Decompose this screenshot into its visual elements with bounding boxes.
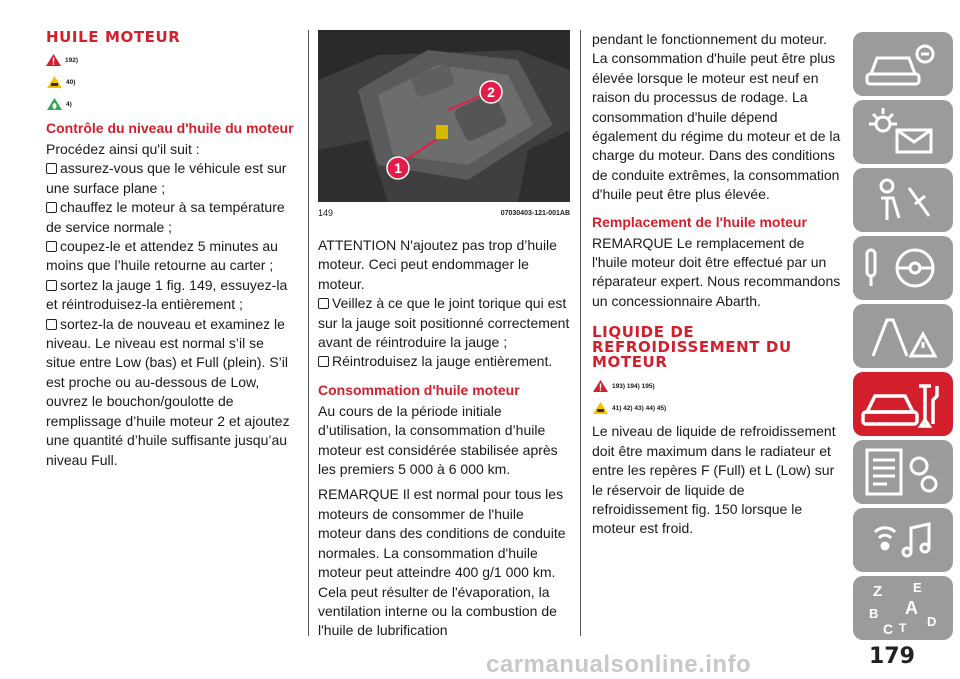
continued-paragraph: pendant le fonctionnement du moteur. La consommation d'huile peut être plus élevée lorsque le moteur est neuf en raison du processus de rodage. La consommation d'huile dépend également du régime du moteur et de la charge du moteur. Dans des conditions de conduite extrêmes, la consommation d'huile peut être plus élevée. [592, 31, 841, 203]
svg-text:A: A [905, 598, 918, 618]
subtitle-remplacement: Remplacement de l'huile moteur [592, 213, 807, 230]
warning-triangle-icon [592, 379, 609, 393]
step-item: sortez la jauge 1 fig. 149, essuyez-la et réintroduisez-la entièrement ; [46, 276, 288, 313]
road-emergency-icon [853, 304, 953, 368]
caution-triangle-icon [592, 401, 609, 415]
step-item: assurez-vous que le véhicule est sur une surface plane ; [46, 160, 287, 196]
tab-seatbelt-airbag[interactable] [853, 168, 953, 232]
column-divider [580, 30, 581, 636]
svg-text:C: C [883, 621, 894, 637]
checkbox-bullet-icon [46, 202, 57, 213]
step-item: coupez-le et attendez 5 minutes au moins que l’huile retourne au carter ; [46, 238, 278, 274]
callout-2: 2 [487, 84, 495, 100]
checkbox-bullet-icon [318, 356, 329, 367]
engine-bay-figure [318, 30, 570, 202]
figure-number: 149 [318, 208, 334, 218]
svg-text:T: T [899, 621, 907, 635]
step-item: Veillez à ce que le joint torique qui est sur la jauge soit positionné correctement avant de réintroduire la jauge ; [318, 295, 570, 351]
warning-ref: 193) 194) 195) [592, 378, 842, 394]
column-3 [592, 30, 842, 539]
page-number: 179 [869, 644, 915, 669]
svg-text:B: B [869, 606, 879, 621]
checkbox-bullet-icon [46, 241, 57, 252]
checkbox-bullet-icon [46, 163, 57, 174]
step-item: Réintroduisez la jauge entièrement. [318, 352, 570, 371]
caution-triangle-icon [46, 75, 63, 89]
step-item: sortez-la de nouveau et examinez le niveau. Le niveau est normal s’il se situe entre Low (bas) et Full (plein). S’il est proche ou au-dessous de Low, ouvrez le bouchon/goulotte de remplissage d’huile moteur 2 et ajoutez une quantité d’huile suffisante jusqu’au niveau Full. [46, 315, 290, 468]
column-2 [318, 30, 570, 641]
warning-ref: 192) [45, 52, 296, 68]
column-1 [46, 30, 296, 470]
intro-text: Procédez ainsi qu'il suit : [46, 141, 200, 157]
tab-steering-key[interactable] [853, 236, 953, 300]
multimedia-icon [853, 508, 953, 572]
caution-ref: 40) [46, 74, 296, 90]
caution-ref: 41) 42) 43) 44) 45) [592, 400, 842, 416]
car-service-icon [853, 372, 953, 436]
tab-alphabet-index[interactable] [853, 576, 953, 640]
warning-triangle-icon [45, 53, 62, 67]
checkbox-bullet-icon [318, 298, 329, 309]
step-item: chauffez le moteur à sa température de service normale ; [46, 199, 285, 235]
seatbelt-airbag-icon [853, 168, 953, 232]
checkbox-bullet-icon [46, 280, 57, 291]
steering-key-icon [853, 236, 953, 300]
section-title-huile-moteur: HUILE MOTEUR [46, 28, 181, 46]
svg-text:Z: Z [873, 583, 883, 600]
section-title-liquide-refroidissement: LIQUIDE DE REFROIDISSEMENT DU MOTEUR [592, 323, 792, 372]
callout-1: 1 [394, 160, 402, 176]
tab-car-dashboard[interactable] [853, 32, 953, 96]
tab-car-service[interactable] [853, 372, 953, 436]
environment-ref: 4) [46, 96, 296, 112]
tab-technical-data[interactable] [853, 440, 953, 504]
coolant-paragraph: Le niveau de liquide de refroidissement doit être maximum dans le radiateur et entre les repères F (Full) et L (Low) sur le réservoir de liquide de refroidissement fig. 150 lorsque le moteur est froid. [592, 423, 836, 537]
leaf-icon [46, 97, 63, 111]
engine-illustration [318, 30, 570, 202]
alphabet-index-icon [853, 576, 953, 640]
figure-caption [318, 208, 570, 218]
tab-road-emergency[interactable] [853, 304, 953, 368]
technical-data-icon [853, 440, 953, 504]
tab-lights-warning[interactable] [853, 100, 953, 164]
attention-text: ATTENTION N'ajoutez pas trop d’huile moteur. Ceci peut endommager le moteur. [318, 237, 557, 292]
watermark: carmanualsonline.info [486, 651, 752, 678]
subtitle-consommation: Consommation d'huile moteur [318, 381, 520, 398]
column-divider [308, 30, 309, 636]
svg-text:E: E [913, 580, 922, 595]
car-dashboard-icon [853, 32, 953, 96]
figure-code: 07030403-121-001AB [500, 210, 570, 217]
consumption-paragraph: Au cours de la période initiale d’utilisation, la consommation d’huile moteur est considérée stabilisée après les premiers 5 000 à 6 000 km. [318, 402, 558, 478]
tab-multimedia[interactable] [853, 508, 953, 572]
checkbox-bullet-icon [46, 319, 57, 330]
replacement-paragraph: REMARQUE Le remplacement de l'huile moteur doit être effectué par un réparateur expert. Nous recommandons un concessionnaire Abarth. [592, 234, 841, 309]
svg-text:D: D [927, 614, 937, 629]
subtitle-controle-niveau: Contrôle du niveau d'huile du moteur [46, 120, 294, 136]
remark-paragraph: REMARQUE Il est normal pour tous les moteurs de consommer de l'huile moteur dans des conditions de conduite normales. La consommation d'huile moteur peut atteindre 400 g/1 000 km. Cela peut résulter de l'évaporation, la ventilation interne ou la combustion de l'huile de lubrification [318, 486, 566, 639]
lights-warning-icon [853, 100, 953, 164]
